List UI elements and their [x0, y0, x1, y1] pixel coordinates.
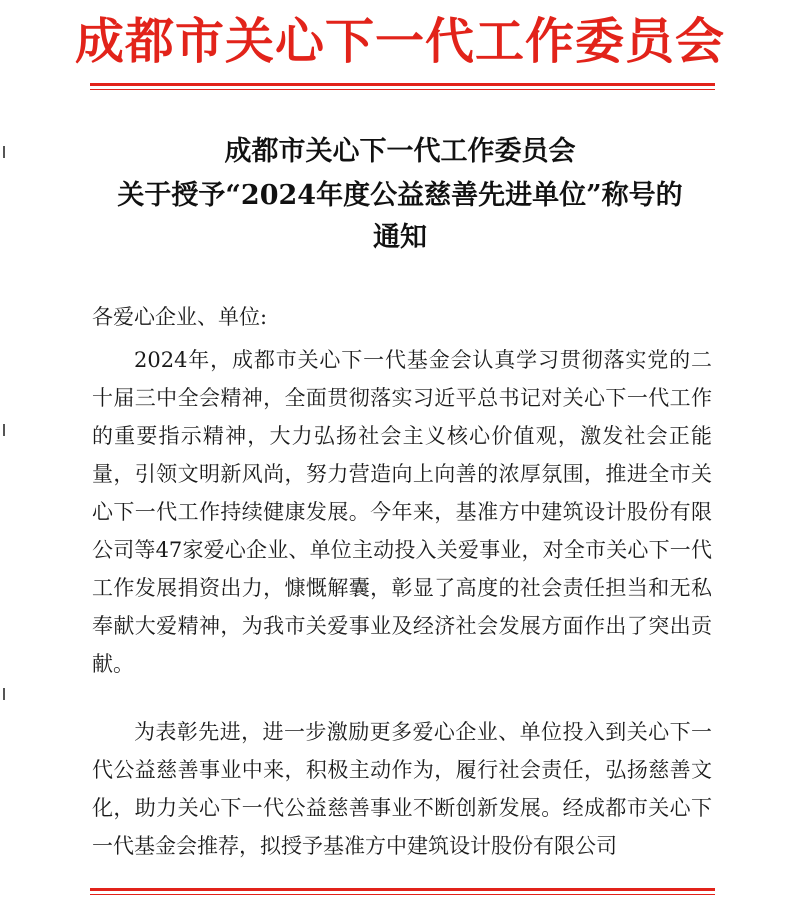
body-paragraph-2: 为表彰先进，进一步激励更多爱心企业、单位投入到关心下一代公益慈善事业中来，积极主动作为，履行社会责任，弘扬慈善文化，助力关心下一代公益慈善事业不断创新发展。经成都市关心下一代基金会推荐，拟授予基准方中建筑设计股份有限公司 [92, 720, 712, 858]
notice-title-line-2: 关于授予“2024年度公益慈善先进单位”称号的 [117, 180, 683, 211]
footer-red-rule-thin [90, 894, 715, 895]
margin-mark [3, 424, 5, 436]
notice-title-line-1: 成都市关心下一代工作委员会 [224, 136, 576, 167]
salutation: 各爱心企业、单位: [92, 305, 268, 329]
body-paragraph-1: 2024年，成都市关心下一代基金会认真学习贯彻落实党的二十届三中全会精神，全面贯彻落实习近平总书记对关心下一代工作的重要指示精神，大力弘扬社会主义核心价值观，激发社会正能量，引领文明新风尚，努力营造向上向善的浓厚氛围，推进全市关心下一代工作持续健康发展。今年来，基准方中建筑设计股份有限公司等47家爱心企业、单位主动投入关爱事业，对全市关心下一代工作发展捐资出力，慷慨解囊，彰显了高度的社会责任担当和无私奉献大爱精神，为我市关爱事业及经济社会发展方面作出了突出贡献。 [92, 348, 712, 676]
margin-mark [3, 688, 5, 700]
notice-title-line-3: 通知 [373, 222, 427, 253]
letterhead-red-rule-thin [90, 89, 715, 90]
letterhead-org-name: 成都市关心下一代工作委员会 [74, 13, 725, 70]
letterhead-red-rule-thick [90, 83, 715, 86]
footer-red-rule-thick [90, 888, 715, 891]
